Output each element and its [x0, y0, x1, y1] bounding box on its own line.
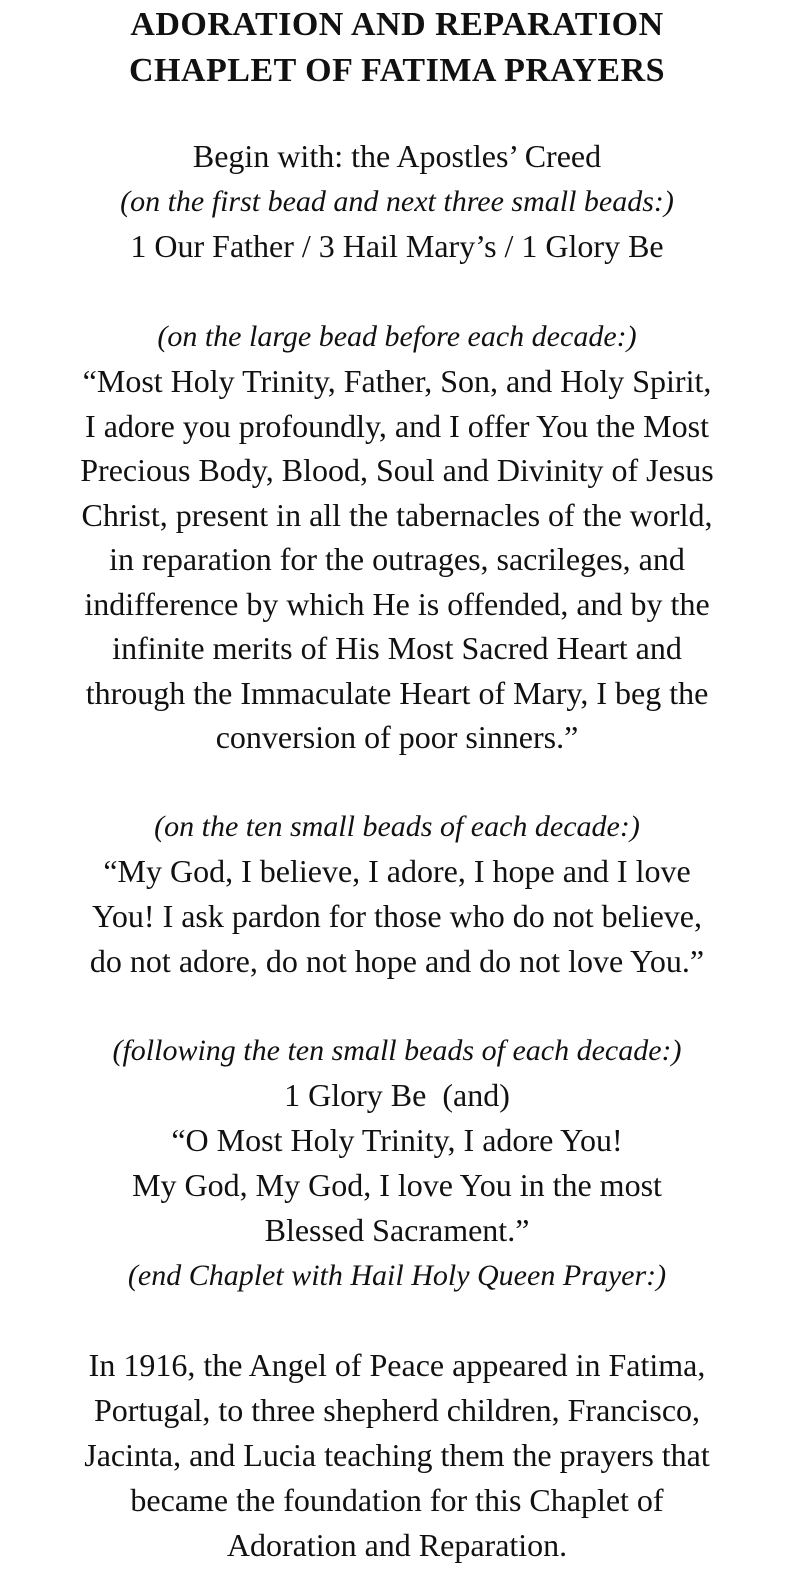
- opening-prayers: 1 Our Father / 3 Hail Mary’s / 1 Glory Be: [130, 228, 664, 264]
- glory-be-text: 1 Glory Be (and): [284, 1076, 510, 1113]
- page-title: [0, 0, 794, 94]
- opening-section: [0, 134, 794, 269]
- spacer: [0, 760, 794, 804]
- large-bead-prayer-line: through the Immaculate Heart of Mary, I beg the: [85, 674, 709, 711]
- small-beads-instruction: (on the ten small beads of each decade:): [154, 809, 640, 843]
- history-line: Adoration and Reparation.: [226, 1526, 568, 1563]
- title-line-2: CHAPLET OF FATIMA PRAYERS: [128, 52, 666, 89]
- following-section: [0, 1028, 794, 1298]
- small-beads-prayer-line: do not adore, do not hope and do not love You.”: [89, 942, 705, 979]
- large-bead-prayer-line: in reparation for the outrages, sacrileges, and: [109, 541, 685, 577]
- spacer: [0, 984, 794, 1028]
- history-section: [0, 1343, 794, 1568]
- large-bead-prayer-line: “Most Holy Trinity, Father, Son, and Holy Spirit,: [82, 363, 712, 399]
- history-line: Jacinta, and Lucia teaching them the prayers that: [84, 1436, 710, 1473]
- large-bead-prayer-line: Christ, present in all the tabernacles of the world,: [81, 496, 713, 533]
- begin-text: Begin with: the Apostles’ Creed: [192, 138, 602, 174]
- spacer: [0, 1298, 794, 1343]
- title-line-1: ADORATION AND REPARATION: [130, 6, 664, 43]
- large-bead-prayer-line: infinite merits of His Most Sacred Heart and: [112, 630, 682, 666]
- small-beads-prayer-line: “My God, I believe, I adore, I hope and I love: [103, 852, 691, 889]
- large-bead-prayer-line: indifference by which He is offended, and by the: [84, 585, 710, 622]
- small-beads-prayer-line: You! I ask pardon for those who do not believe,: [92, 897, 702, 934]
- spacer: [0, 94, 794, 134]
- history-line: became the foundation for this Chaplet of: [130, 1481, 664, 1518]
- history-line: Portugal, to three shepherd children, Francisco,: [93, 1391, 701, 1428]
- large-bead-prayer-line: Precious Body, Blood, Soul and Divinity of Jesus: [80, 452, 714, 488]
- large-bead-instruction: (on the large bead before each decade:): [157, 320, 637, 353]
- following-instruction: (following the ten small beads of each decade:): [112, 1033, 682, 1067]
- following-prayer-line: My God, My God, I love You in the most: [132, 1166, 662, 1203]
- large-bead-prayer-line: conversion of poor sinners.”: [215, 719, 579, 755]
- opening-instruction: (on the first bead and next three small beads:): [120, 185, 674, 218]
- large-bead-prayer-line: I adore you profoundly, and I offer You the Most: [85, 407, 709, 444]
- small-beads-section: [0, 804, 794, 984]
- ending-instruction: (end Chaplet with Hail Holy Queen Prayer:): [127, 1258, 667, 1292]
- large-bead-section: [0, 314, 794, 760]
- following-prayer-line: Blessed Sacrament.”: [264, 1211, 530, 1248]
- spacer: [0, 269, 794, 314]
- history-line: In 1916, the Angel of Peace appeared in Fatima,: [88, 1346, 706, 1383]
- following-prayer-line: “O Most Holy Trinity, I adore You!: [171, 1121, 623, 1158]
